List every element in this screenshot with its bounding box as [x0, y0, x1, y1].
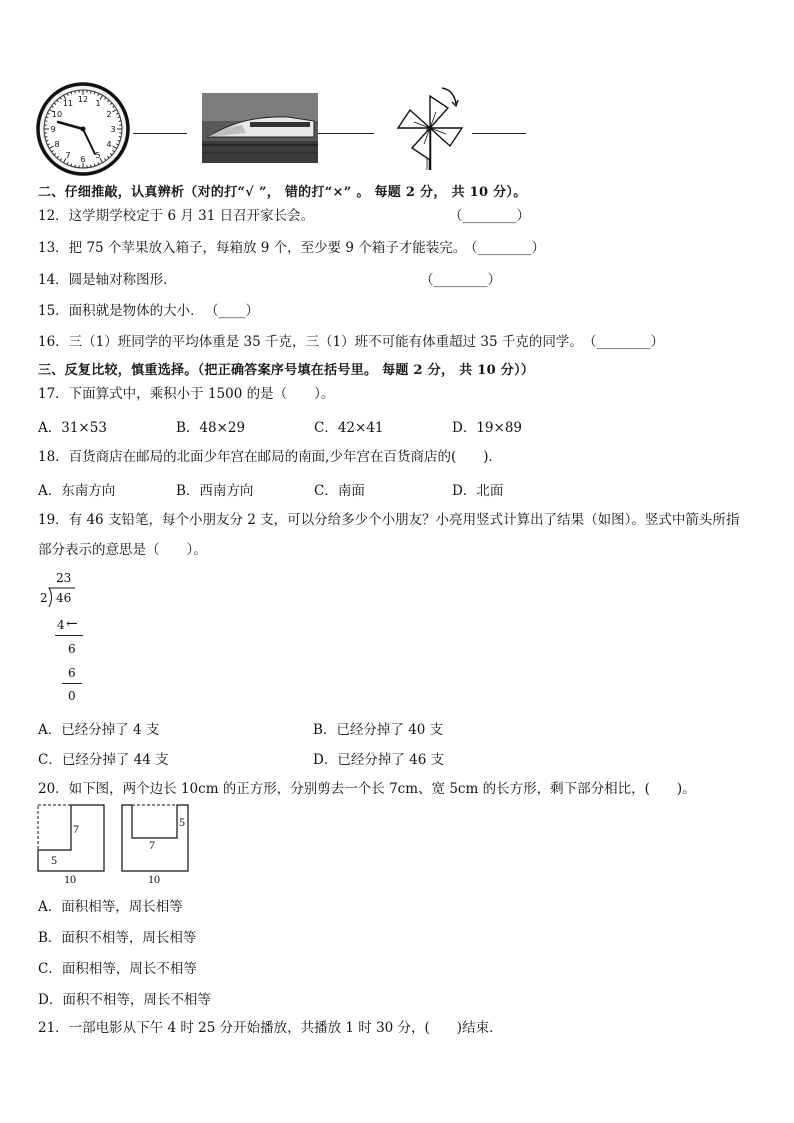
fig2-bottom-label: 10 [148, 872, 160, 886]
clock-number: 7 [65, 151, 71, 160]
train-icon [202, 93, 318, 163]
question-21: 21．一部电影从下午 4 时 25 分开始播放，共播放 1 时 30 分，( )结束． [38, 1020, 503, 1036]
division-rule-2 [62, 683, 82, 684]
question-13: 13．把 75 个苹果放入箱子，每箱放 9 个，至少要 9 个箱子才能装完。 [38, 240, 467, 256]
arrow-left-icon: ← [66, 616, 78, 632]
clock-tick [119, 137, 121, 138]
q19-option-d[interactable]: D．已经分掉了 46 支 [313, 752, 445, 768]
clock-tick [45, 121, 47, 122]
fig1-bottom-label: 10 [64, 872, 76, 886]
question-19-line1: 19．有 46 支铅笔，每个小朋友分 2 支，可以分给多少个小朋友？小亮用竖式计算出了结果（如图）。竖式中箭头所指 [38, 512, 740, 528]
q19-option-c[interactable]: C．已经分掉了 44 支 [38, 752, 169, 768]
clock-number: 6 [80, 155, 86, 164]
q20-option-a[interactable]: A．面积相等，周长相等 [38, 899, 183, 915]
clock-number: 12 [77, 95, 89, 104]
q20-option-d[interactable]: D．面积不相等，周长不相等 [38, 992, 211, 1008]
division-divisor: 2 [40, 591, 48, 605]
question-17: 17．下面算式中，乘积小于 1500 的是（ ）。 [38, 386, 335, 402]
clock-number: 2 [106, 110, 112, 119]
question-15: 15．面积就是物体的大小． [38, 303, 204, 319]
q17-option-d[interactable]: D．19×89 [452, 420, 522, 436]
clock-tick [45, 137, 47, 138]
division-quotient: 23 [56, 571, 72, 585]
answer-blank-14[interactable]: （________） [420, 272, 501, 288]
q17-option-b[interactable]: B．48×29 [176, 420, 246, 436]
fig2-label-7: 7 [149, 838, 155, 852]
q18-option-d[interactable]: D．北面 [452, 483, 504, 499]
question-20: 20．如下图，两个边长 10cm 的正方形，分别剪去一个长 7cm、宽 5cm 的长方形，剩下部分相比，( )。 [38, 781, 696, 797]
question-12: 12．这学期学校定于 6 月 31 日召开家长会。 [38, 208, 315, 224]
clock-tick [91, 165, 92, 167]
fig2-label-5: 5 [179, 815, 185, 829]
division-remainder: 0 [68, 689, 76, 703]
answer-blank-15[interactable]: （____） [205, 303, 259, 319]
q20-option-c[interactable]: C．面积相等，周长不相等 [38, 961, 197, 977]
section2-heading: 二、仔细推敲，认真辨析（对的打“√ ”， 错的打“×” 。 每题 2 分， 共 10 分）。 [38, 185, 527, 200]
clock-tick [75, 91, 76, 93]
question-16: 16．三（1）班同学的平均体重是 35 千克，三（1）班不可能有体重超过 35 千克的同学。 [38, 334, 583, 350]
section3-heading: 三、反复比较，慎重选择。（把正确答案序号填在括号里。 每题 2 分， 共 10 分）） [38, 363, 535, 378]
q17-option-a[interactable]: A．31×53 [38, 420, 107, 436]
answer-blank-13[interactable]: （________） [464, 240, 545, 256]
clock-tick [119, 121, 121, 122]
q17-option-c[interactable]: C．42×41 [314, 420, 384, 436]
answer-blank-16[interactable]: （________） [583, 334, 664, 350]
question-14: 14．圆是轴对称图形． [38, 272, 177, 288]
fig1-label-7: 7 [73, 822, 79, 836]
clock-number: 10 [51, 110, 63, 119]
pinwheel-icon [390, 82, 470, 172]
question-19-line2: 部分表示的意思是（ ）。 [38, 542, 207, 558]
clock-icon [36, 82, 130, 176]
division-step1: 4 [57, 618, 65, 632]
clock-number: 9 [50, 125, 56, 134]
division-dividend: 46 [56, 591, 72, 605]
division-step2: 6 [68, 642, 76, 656]
fig1-label-5: 5 [51, 853, 57, 867]
q18-option-c[interactable]: C．南面 [314, 483, 365, 499]
clock-number: 1 [95, 99, 101, 108]
division-step3: 6 [68, 666, 76, 680]
clock-tick [75, 165, 76, 167]
answer-line-2[interactable] [318, 133, 374, 134]
answer-line-3[interactable] [472, 133, 526, 134]
clock-number: 8 [54, 140, 60, 149]
division-rule-1 [55, 635, 83, 636]
answer-blank-12[interactable]: （________） [449, 208, 530, 224]
q19-option-b[interactable]: B．已经分掉了 40 支 [313, 722, 444, 738]
clock-number: 4 [106, 140, 112, 149]
clock-number: 5 [95, 151, 101, 160]
q19-option-a[interactable]: A．已经分掉了 4 支 [38, 722, 160, 738]
clock-tick [91, 91, 92, 93]
clock-number: 3 [110, 125, 116, 134]
q20-option-b[interactable]: B．面积不相等，周长相等 [38, 930, 197, 946]
q18-option-b[interactable]: B．西南方向 [176, 483, 254, 499]
answer-line-1[interactable] [133, 133, 187, 134]
q18-option-a[interactable]: A．东南方向 [38, 483, 116, 499]
clock-number: 11 [62, 99, 74, 108]
question-18: 18．百货商店在邮局的北面少年宫在邮局的南面,少年宫在百货商店的( )． [38, 449, 503, 465]
